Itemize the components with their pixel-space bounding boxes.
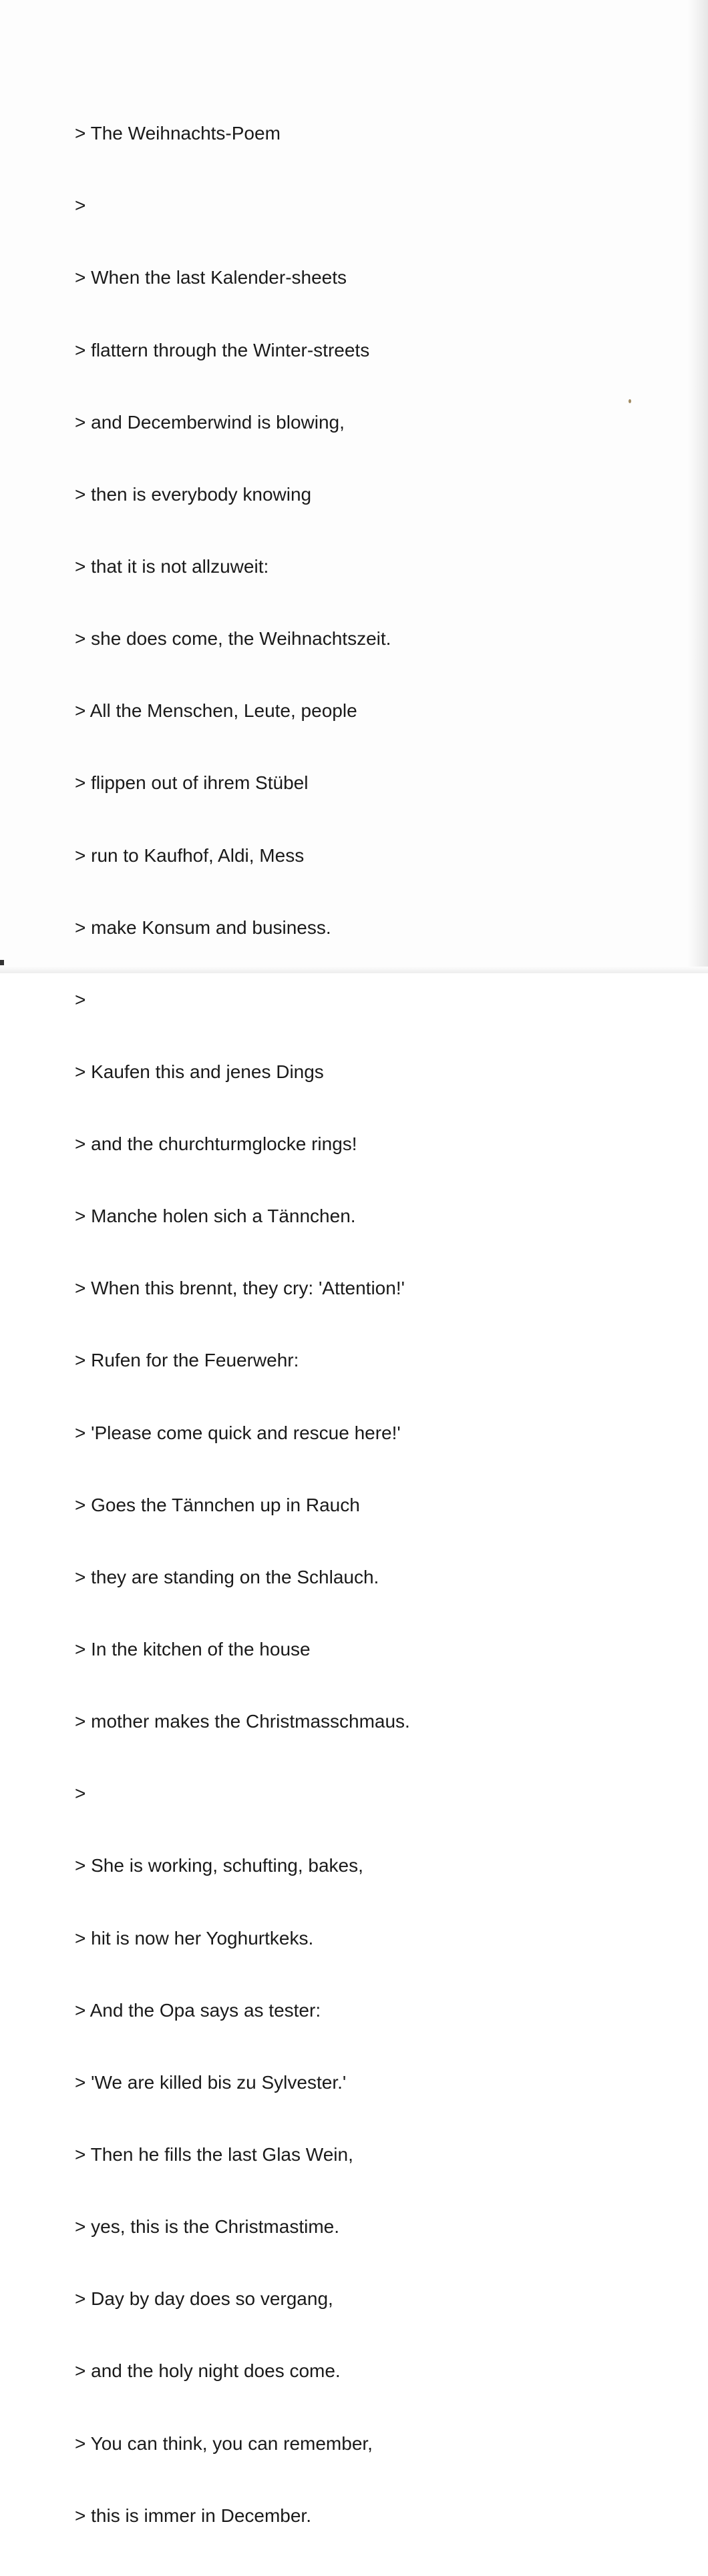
poem-line: > Then he fills the last Glas Wein, <box>75 2144 353 2165</box>
poem-line: > Manche holen sich a Tännchen. <box>75 1206 356 1227</box>
poem-line: > and the churchturmglocke rings! <box>75 1133 357 1155</box>
scan-shadow-right <box>688 0 708 973</box>
paper-speck <box>629 399 631 403</box>
poem-line: > 'Please come quick and rescue here!' <box>75 1422 401 1443</box>
poem-line: > Rufen for the Feuerwehr: <box>75 1350 299 1371</box>
poem-line: > Goes the Tännchen up in Rauch <box>75 1494 360 1515</box>
poem-title: > The Weihnachts-Poem <box>75 123 281 144</box>
poem-line: > In the kitchen of the house <box>75 1639 311 1660</box>
poem-line: > flippen out of ihrem Stübel <box>75 772 309 794</box>
poem-line: > 'We are killed bis zu Sylvester.' <box>75 2071 347 2093</box>
poem-line: > she does come, the Weihnachtszeit. <box>75 628 391 650</box>
poem-line: > and Decemberwind is blowing, <box>75 411 345 433</box>
poem-line: > hit is now her Yoghurtkeks. <box>75 1927 314 1949</box>
poem-line: > <box>75 195 86 216</box>
poem-line: > You can think, you can remember, <box>75 2432 373 2454</box>
poem-line: > run to Kaufhof, Aldi, Mess <box>75 844 305 866</box>
poem-line: > <box>75 1783 86 1804</box>
poem-line: > yes, this is the Christmastime. <box>75 2216 340 2238</box>
poem-line: > She is working, schufting, bakes, <box>75 1855 363 1876</box>
scan-mark <box>0 960 4 965</box>
poem-line: > they are standing on the Schlauch. <box>75 1566 379 1587</box>
poem-line: > And the Opa says as tester: <box>75 1999 321 2021</box>
poem-line: > Day by day does so vergang, <box>75 2288 333 2310</box>
poem-line: > make Konsum and business. <box>75 917 331 938</box>
poem-line: > then is everybody knowing <box>75 483 312 505</box>
poem-line: > that it is not allzuweit: <box>75 555 269 577</box>
poem-text <box>75 73 502 2576</box>
poem-line: > and the holy night does come. <box>75 2360 341 2382</box>
poem-line: > When this brennt, they cry: 'Attention!' <box>75 1278 405 1299</box>
poem-line: > mother makes the Christmasschmaus. <box>75 1711 410 1732</box>
poem-line: > All the Menschen, Leute, people <box>75 700 357 722</box>
poem-line: > When the last Kalender-sheets <box>75 267 347 288</box>
poem-line: > this is immer in December. <box>75 2505 311 2526</box>
poem-line: > <box>75 989 86 1010</box>
poem-line: > Kaufen this and jenes Dings <box>75 1061 324 1082</box>
poem-line: > flattern through the Winter-streets <box>75 339 370 360</box>
